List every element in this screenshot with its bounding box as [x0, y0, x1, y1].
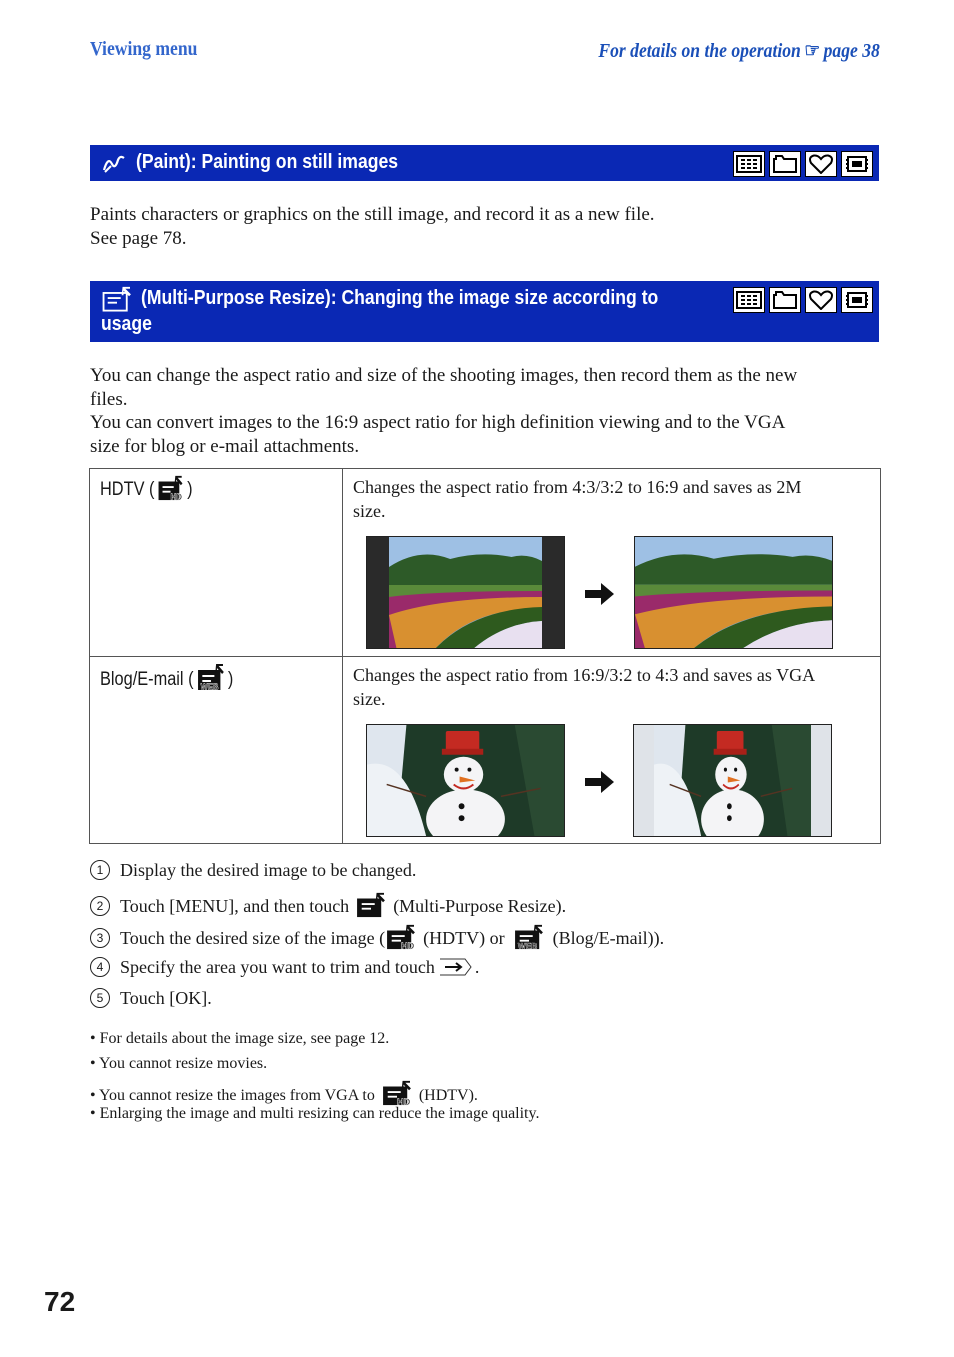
resize-options-table — [89, 468, 881, 844]
svg-text:HD: HD — [396, 1097, 411, 1106]
hdtv-desc-2: size. — [353, 501, 386, 521]
resize-mode-icons — [733, 287, 873, 313]
steps-list — [90, 860, 664, 1020]
blog-email-label: Blog/E-mail ( WEB ) — [100, 663, 233, 691]
single-image-icon — [841, 151, 873, 177]
svg-text:HD: HD — [401, 941, 415, 950]
hdtv-before-image — [366, 536, 565, 649]
hdtv-after-image — [634, 536, 833, 649]
notes-list — [90, 1030, 539, 1130]
list-item: • For details about the image size, see page 12. — [90, 1030, 390, 1047]
resize-hd-icon — [381, 1080, 413, 1106]
folder-view-icon — [769, 287, 801, 313]
step-number: 4 — [90, 957, 110, 977]
resize-intro-1b: files. — [90, 388, 128, 410]
index-view-icon — [733, 151, 765, 177]
list-item: • Enlarging the image and multi resizing can reduce the image quality. — [90, 1105, 540, 1122]
table-row — [90, 469, 881, 657]
list-item: • You cannot resize the images from VGA to HD (HDTV). — [90, 1080, 539, 1105]
resize-intro-1a: You can change the aspect ratio and size of the shooting images, then record them as the new — [90, 365, 798, 386]
table-row — [90, 657, 881, 844]
hdtv-label: HDTV ( HD ) — [100, 475, 193, 501]
svg-text:WEB: WEB — [200, 681, 219, 691]
index-view-icon — [733, 287, 765, 313]
resize-web-icon — [197, 663, 225, 691]
paint-icon — [102, 152, 126, 179]
resize-intro — [90, 364, 890, 458]
svg-text:HD: HD — [170, 491, 183, 501]
right-arrow-icon — [585, 583, 615, 605]
list-item: 1 Display the desired image to be changed. — [90, 860, 664, 892]
paint-heading-bar — [90, 145, 879, 181]
step-number: 2 — [90, 896, 110, 916]
step-number: 1 — [90, 860, 110, 880]
blog-desc-2: size. — [353, 689, 386, 709]
hdtv-label-cell — [90, 469, 343, 657]
blog-after-image — [633, 724, 832, 837]
list-item: 2 Touch [MENU], and then touch (Multi-Purpose Resize). — [90, 892, 664, 924]
section-title: Viewing menu — [90, 38, 198, 60]
hdtv-desc-1: Changes the aspect ratio from 4:3/3:2 to 16:9 and saves as 2M — [353, 477, 802, 497]
list-item: 3 Touch the desired size of the image ( HD (HDTV) or WEB (Blog/E-mail)). — [90, 924, 664, 956]
operation-prefix: For details on the operation — [598, 40, 801, 62]
paint-mode-icons — [733, 151, 873, 177]
list-item: 4 Specify the area you want to trim and touch . — [90, 956, 664, 988]
hdtv-desc-cell — [343, 469, 881, 657]
resize-web-icon — [513, 924, 545, 950]
folder-view-icon — [769, 151, 801, 177]
resize-intro-2b: size for blog or e-mail attachments. — [90, 435, 360, 457]
right-arrow-icon — [585, 771, 615, 793]
blog-desc-cell — [343, 657, 881, 844]
list-item: • You cannot resize movies. — [90, 1055, 268, 1072]
right-arrow-icon — [439, 956, 473, 978]
operation-page-link[interactable]: page 38 — [823, 40, 880, 62]
paint-line-1: Paints characters or graphics on the still image, and record it as a new file. — [90, 204, 655, 225]
pointing-hand-icon: ☞ — [804, 40, 821, 62]
multi-purpose-resize-icon — [355, 892, 387, 918]
paint-description — [90, 203, 890, 250]
blog-label-cell — [90, 657, 343, 844]
resize-title-line-2: usage — [101, 313, 152, 335]
svg-text:WEB: WEB — [517, 941, 537, 950]
blog-desc-1: Changes the aspect ratio from 16:9/3:2 to 4:3 and saves as VGA — [353, 665, 816, 685]
favorites-icon — [805, 287, 837, 313]
resize-title-line-1: (Multi-Purpose Resize): Changing the image size according to — [141, 287, 659, 309]
resize-hd-icon — [385, 924, 417, 950]
paint-line-2: See page 78. — [90, 227, 187, 249]
step-number: 5 — [90, 988, 110, 1008]
blog-before-image — [366, 724, 565, 837]
favorites-icon — [805, 151, 837, 177]
step-number: 3 — [90, 928, 110, 948]
resize-heading-bar — [90, 281, 879, 342]
list-item: 5 Touch [OK]. — [90, 988, 664, 1020]
page-number: 72 — [44, 1286, 76, 1317]
resize-hd-icon — [158, 475, 184, 501]
resize-intro-2a: You can convert images to the 16:9 aspect ratio for high definition viewing and to the VGA — [90, 412, 786, 433]
paint-title: (Paint): Painting on still images — [136, 151, 399, 173]
single-image-icon — [841, 287, 873, 313]
operation-reference — [599, 38, 880, 63]
